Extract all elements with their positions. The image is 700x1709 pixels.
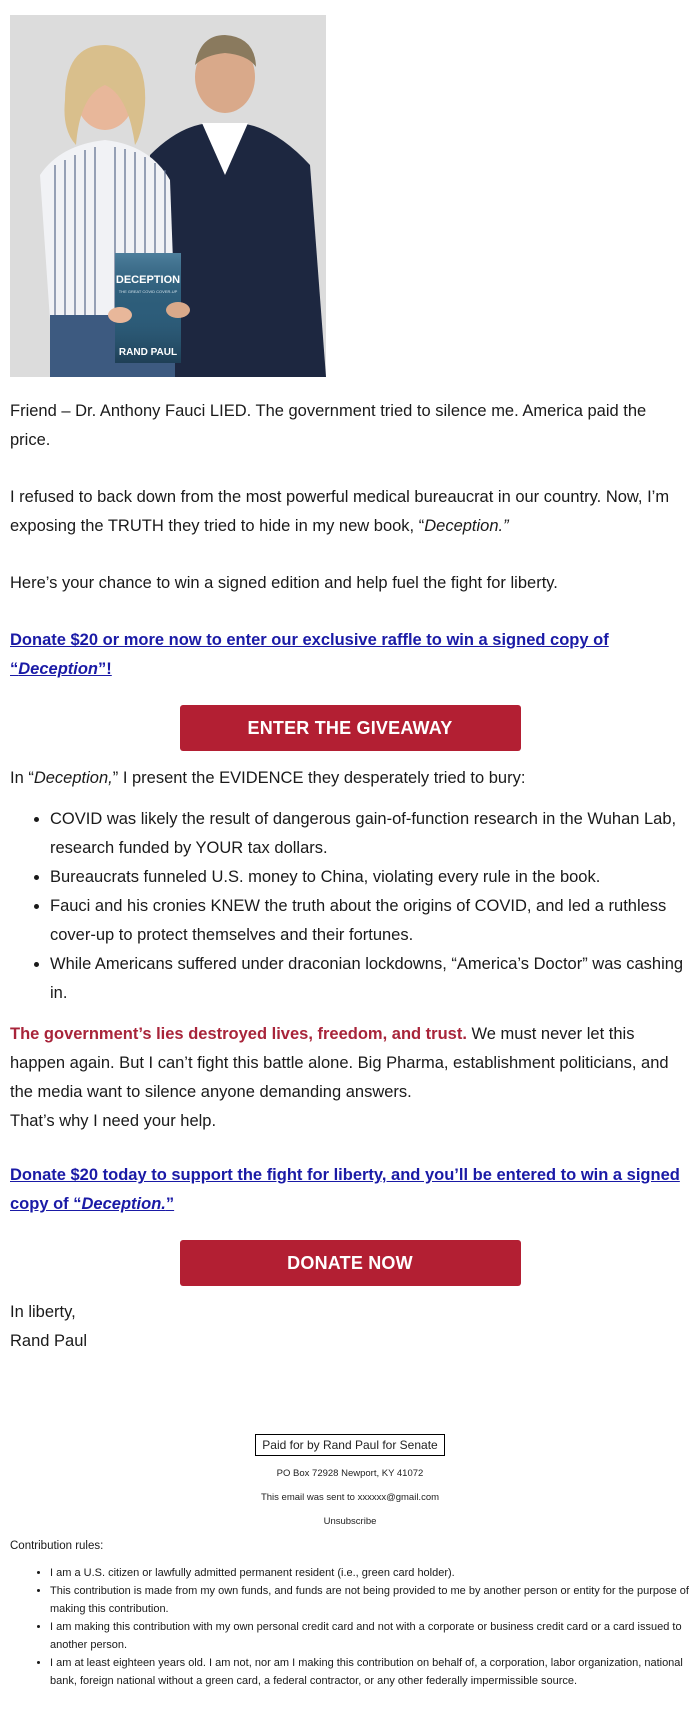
contribution-rules-title: Contribution rules: — [10, 1540, 104, 1552]
evidence-before: In “ — [10, 769, 34, 787]
link1-book: Deception — [18, 660, 99, 678]
signoff-name: Rand Paul — [10, 1332, 88, 1350]
evidence-book: Deception, — [33, 769, 113, 787]
evidence-item: • COVID was likely the result of dangerous gain-of-function research in the Wuhan Lab, research funded by YOUR tax dollars. — [50, 805, 690, 863]
appeal-paragraph — [10, 1020, 690, 1107]
intro-paragraph-1: Friend – Dr. Anthony Fauci LIED. The government tried to silence me. America paid the price. — [10, 402, 647, 449]
appeal-help-line: That’s why I need your help. — [10, 1112, 217, 1130]
hero-illustration — [10, 15, 326, 377]
evidence-item: • Fauci and his cronies KNEW the truth about the origins of COVID, and led a ruthless cover-up to protect themselves and their fortunes. — [50, 892, 690, 950]
evidence-list — [10, 805, 690, 1008]
link2-book: Deception. — [81, 1195, 166, 1213]
intro-p2-after: .” — [498, 517, 509, 535]
link1-after: ”! — [98, 660, 112, 678]
rule-item: • I am a U.S. citizen or lawfully admitted permanent resident (i.e., green card holder). — [50, 1564, 690, 1582]
evidence-item: • While Americans suffered under draconian lockdowns, “America’s Doctor” was cashing in. — [50, 950, 690, 1008]
intro-p2-before: I refused to back down from the most powerful medical bureaucrat in our country. Now, I’m exposing the TRUTH they tried to hide in my new book, “ — [10, 488, 670, 535]
footer-address: PO Box 72928 Newport, KY 41072 — [276, 1468, 424, 1479]
unsubscribe-link[interactable]: Unsubscribe — [323, 1516, 377, 1527]
intro-paragraph-2 — [10, 483, 690, 541]
signoff-line-1: In liberty, — [10, 1303, 76, 1321]
contribution-rules-list — [10, 1564, 690, 1690]
evidence-intro — [10, 764, 690, 793]
book-author: RAND PAUL — [118, 347, 178, 358]
rule-item: • I am making this contribution with my own personal credit card and not with a corporate or business credit card or a card issued to another person. — [50, 1618, 690, 1654]
evidence-item: • Bureaucrats funneled U.S. money to China, violating every rule in the book. — [50, 863, 690, 892]
hero-photo — [10, 15, 326, 377]
enter-giveaway-button[interactable]: ENTER THE GIVEAWAY — [180, 705, 521, 751]
intro-paragraph-3: Here’s your chance to win a signed edition and help fuel the fight for liberty. — [10, 574, 558, 592]
book-title: DECEPTION — [115, 274, 181, 286]
rule-item: • This contribution is made from my own funds, and funds are not being provided to me by another person or entity for the purpose of making this contribution. — [50, 1582, 690, 1618]
link2-before: Donate $20 today to support the fight for liberty, and you’ll be entered to win a signed copy of “ — [10, 1166, 680, 1213]
donate-raffle-link[interactable] — [10, 626, 690, 684]
intro-p2-book: Deception — [424, 517, 499, 535]
donate-now-button[interactable]: DONATE NOW — [180, 1240, 521, 1286]
paid-for-disclaimer: Paid for by Rand Paul for Senate — [255, 1434, 444, 1456]
appeal-emphasis: The government’s lies destroyed lives, freedom, and trust. — [10, 1025, 467, 1043]
rule-item: • I am at least eighteen years old. I am not, nor am I making this contribution on behalf of, a corporation, labor organization, national bank, foreign national without a green card, a federal contractor, or any other federally impermissible source. — [50, 1654, 690, 1690]
link2-after: ” — [165, 1195, 175, 1213]
footer — [10, 1434, 690, 1527]
book-subtitle: THE GREAT COVID COVER-UP — [118, 289, 178, 294]
link1-before: Donate $20 or more now to enter our exclusive raffle to win a signed copy of “ — [10, 631, 609, 678]
footer-sent-to: This email was sent to xxxxxx@gmail.com — [260, 1492, 440, 1503]
donate-liberty-link[interactable] — [10, 1161, 690, 1219]
appeal-rest: We must never let this happen again. But I can’t fight this battle alone. Big Pharma, establishment politicians, and the media want to silence anyone demanding answers. — [10, 1025, 669, 1101]
evidence-after: ” I present the EVIDENCE they desperately tried to bury: — [112, 769, 526, 787]
